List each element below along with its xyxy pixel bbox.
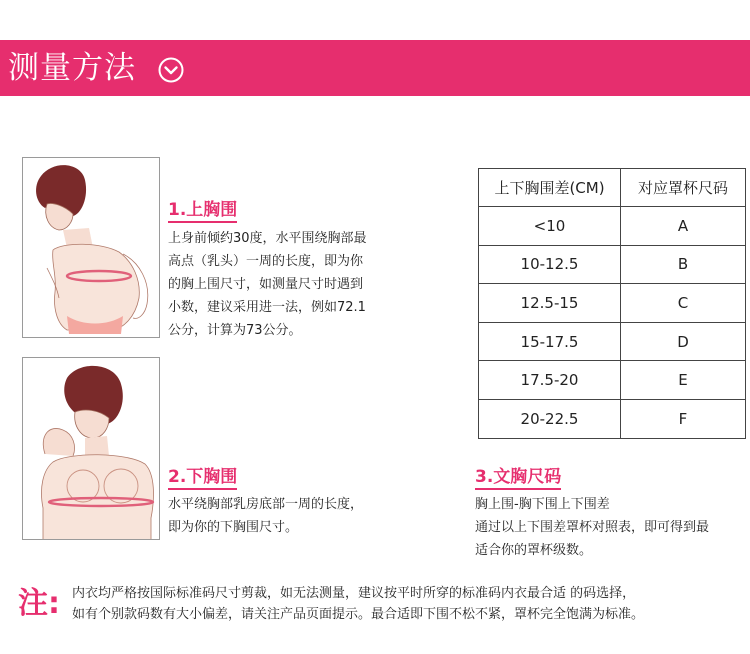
table-cell-difference: 17.5-20 bbox=[479, 361, 621, 400]
table-cell-cup: A bbox=[621, 207, 746, 246]
section-title-upper-bust: 1.上胸围 bbox=[168, 199, 237, 223]
page-title: 测量方法 bbox=[8, 50, 136, 86]
table-header-row bbox=[479, 169, 746, 207]
column-header-difference: 上下胸围差(CM) bbox=[479, 169, 621, 207]
column-header-cup: 对应罩杯尺码 bbox=[621, 169, 746, 207]
table-cell-difference: <10 bbox=[479, 207, 621, 246]
table-cell-difference: 20-22.5 bbox=[479, 399, 621, 438]
note-mark: 注: bbox=[18, 586, 60, 621]
table-row bbox=[479, 361, 746, 400]
table-cell-cup: F bbox=[621, 399, 746, 438]
table-cell-difference: 12.5-15 bbox=[479, 284, 621, 323]
section-text-under-bust: 水平绕胸部乳房底部一周的长度， 即为你的下胸围尺寸。 bbox=[168, 497, 364, 535]
section-title-under-bust: 2.下胸围 bbox=[168, 466, 237, 490]
note-line-2: 如有个别款码数有大小偏差，请关注产品页面提示。最合适即下围不松不紧，罩杯完全饱满为标准。 bbox=[72, 607, 645, 622]
table-row bbox=[479, 284, 746, 323]
table-row bbox=[479, 322, 746, 361]
table-row bbox=[479, 399, 746, 438]
section-text-upper-bust: 上身前倾约30度，水平围绕胸部最 高点（乳头）一周的长度，即为你 的胸上围尺寸，如测量尺寸时遇到 小数，建议采用进一法，例如72.1 公分，计算为73公分。 bbox=[168, 231, 367, 338]
table-cell-cup: D bbox=[621, 322, 746, 361]
table-cell-cup: E bbox=[621, 361, 746, 400]
cup-size-table bbox=[478, 168, 746, 439]
under-bust-illustration bbox=[22, 357, 160, 540]
table-cell-difference: 15-17.5 bbox=[479, 322, 621, 361]
section-title-bra-size: 3.文胸尺码 bbox=[475, 466, 561, 490]
note-line-1: 内衣均严格按国际标准码尺寸剪裁，如无法测量，建议按平时所穿的标准码内衣最合适 的码选择， bbox=[72, 586, 636, 601]
table-row bbox=[479, 245, 746, 284]
section-text-bra-size: 胸上围-胸下围上下围差 通过以上下围差罩杯对照表，即可得到最 适合你的罩杯级数。 bbox=[475, 497, 710, 558]
chevron-down-circle-icon bbox=[158, 57, 184, 83]
table-cell-cup: B bbox=[621, 245, 746, 284]
header-banner bbox=[0, 40, 750, 96]
upper-bust-illustration bbox=[22, 157, 160, 338]
table-cell-cup: C bbox=[621, 284, 746, 323]
table-cell-difference: 10-12.5 bbox=[479, 245, 621, 284]
table-row bbox=[479, 207, 746, 246]
